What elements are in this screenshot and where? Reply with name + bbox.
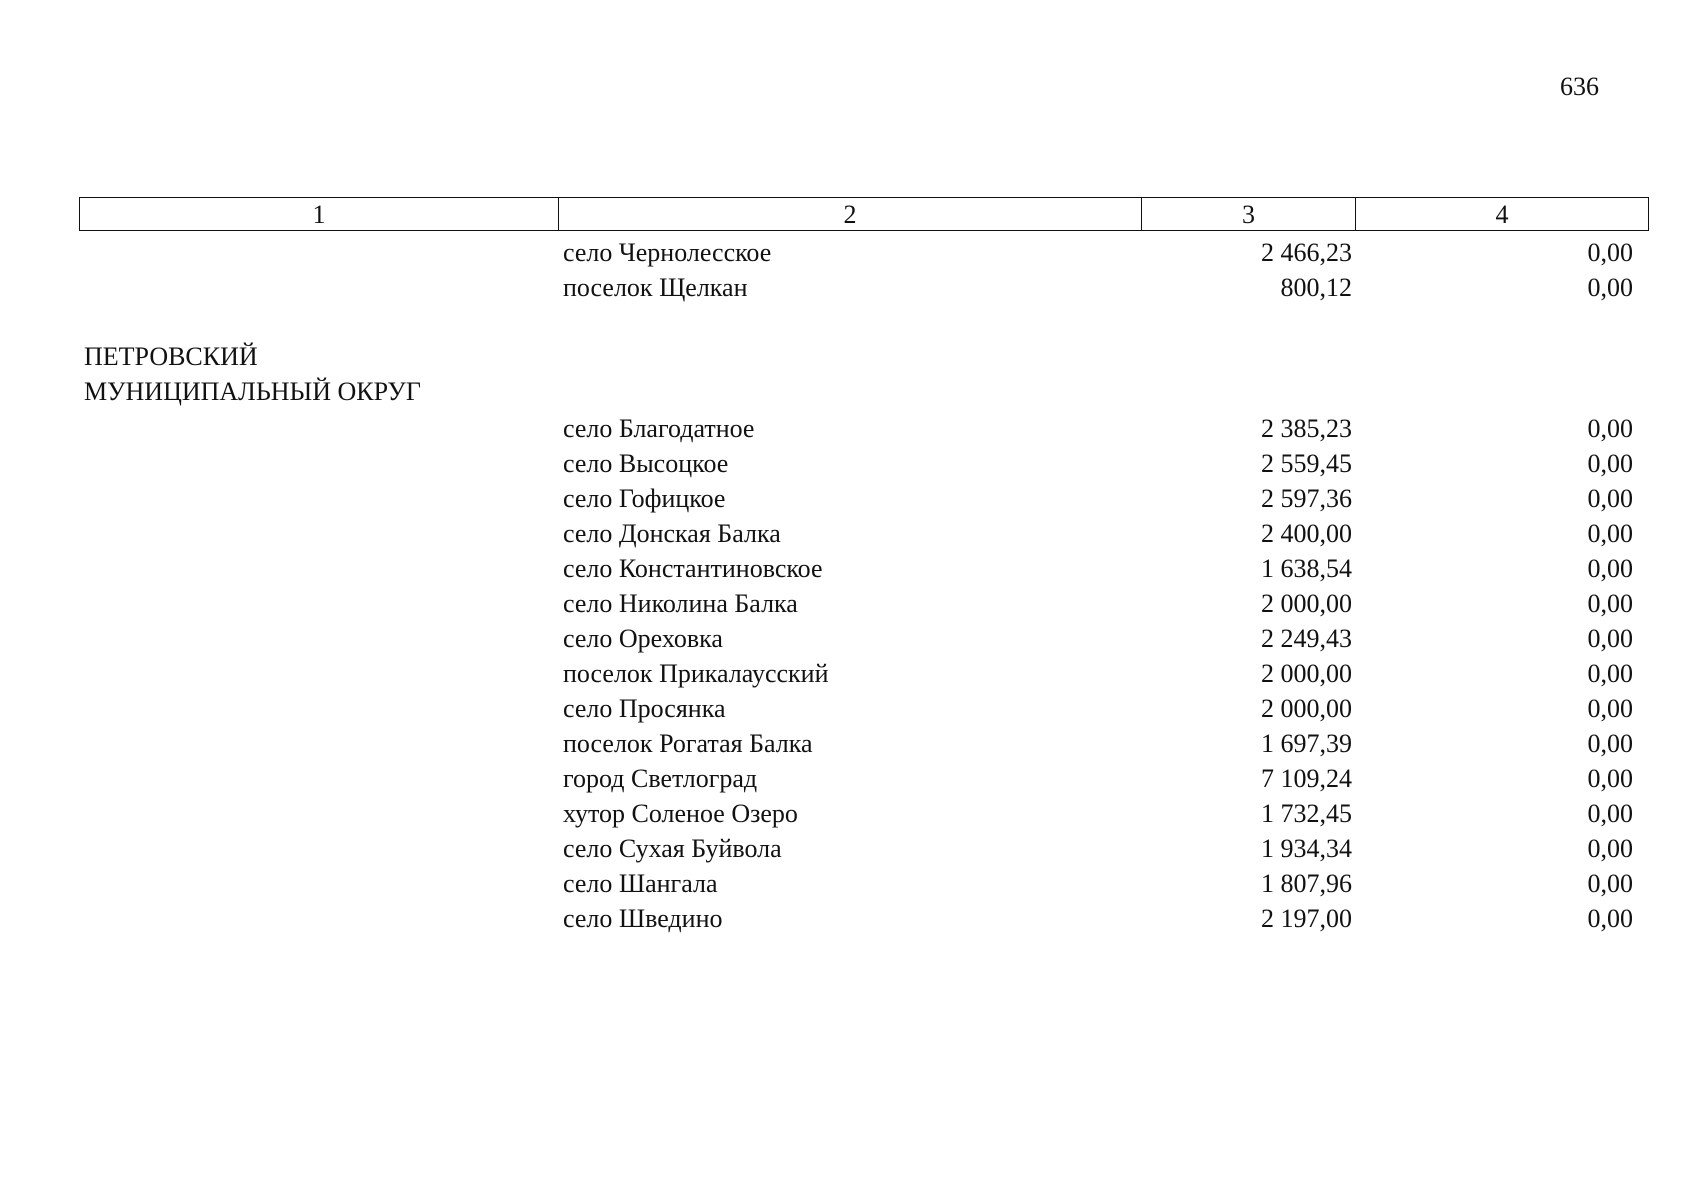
row-value-col3: 2 597,36: [1261, 484, 1352, 513]
table-row: [79, 761, 1649, 796]
row-name: поселок Прикалаусский: [563, 659, 829, 688]
row-name: город Светлоград: [563, 764, 758, 793]
row-value-col3: 2 559,45: [1261, 449, 1352, 478]
table-row: [79, 691, 1649, 726]
row-value-col3: 7 109,24: [1261, 764, 1352, 793]
section-title-line-1: ПЕТРОВСКИЙ: [84, 342, 258, 371]
row-name: село Николина Балка: [563, 589, 798, 618]
row-name: село Высоцкое: [563, 449, 729, 478]
table-row: [79, 726, 1649, 761]
row-value-col3: 2 466,23: [1261, 238, 1352, 267]
page-number: 636: [1560, 72, 1599, 101]
row-name: хутор Соленое Озеро: [563, 799, 798, 828]
row-value-col3: 2 000,00: [1261, 589, 1352, 618]
row-value-col4: 0,00: [1587, 484, 1633, 513]
row-value-col4: 0,00: [1587, 449, 1633, 478]
row-value-col3: 1 638,54: [1261, 554, 1352, 583]
row-name: поселок Рогатая Балка: [563, 729, 813, 758]
row-name: село Шведино: [563, 904, 723, 933]
row-value-col4: 0,00: [1587, 414, 1633, 443]
table-row: [79, 586, 1649, 621]
table-row: [79, 866, 1649, 901]
row-name: село Благодатное: [563, 414, 755, 443]
table-row: [79, 270, 1649, 305]
row-value-col4: 0,00: [1587, 238, 1633, 267]
row-value-col3: 1 732,45: [1261, 799, 1352, 828]
row-name: село Гофицкое: [563, 484, 726, 513]
table-row: [79, 516, 1649, 551]
row-name: село Шангала: [563, 869, 718, 898]
table-row: [79, 621, 1649, 656]
table-row: [79, 481, 1649, 516]
header-col-2: 2: [559, 198, 1142, 230]
header-col-4: 4: [1495, 200, 1509, 229]
table-header: [79, 197, 1649, 231]
row-value-col3: 2 249,43: [1261, 624, 1352, 653]
row-name: село Константиновское: [563, 554, 823, 583]
row-name: село Чернолесское: [563, 238, 772, 267]
row-value-col4: 0,00: [1587, 519, 1633, 548]
row-value-col3: 2 197,00: [1261, 904, 1352, 933]
row-value-col4: 0,00: [1587, 799, 1633, 828]
row-value-col3: 2 000,00: [1261, 694, 1352, 723]
row-value-col4: 0,00: [1587, 834, 1633, 863]
row-value-col4: 0,00: [1587, 904, 1633, 933]
row-value-col3: 2 000,00: [1261, 659, 1352, 688]
row-value-col3: 1 807,96: [1261, 869, 1352, 898]
table-row: [79, 831, 1649, 866]
row-value-col3: 2 400,00: [1261, 519, 1352, 548]
section-title-line-2: МУНИЦИПАЛЬНЫЙ ОКРУГ: [84, 377, 421, 406]
row-value-col4: 0,00: [1587, 869, 1633, 898]
table-row: [79, 796, 1649, 831]
row-value-col3: 2 385,23: [1261, 414, 1352, 443]
row-value-col4: 0,00: [1587, 273, 1633, 302]
row-value-col4: 0,00: [1587, 729, 1633, 758]
row-value-col3: 800,12: [1280, 273, 1352, 302]
row-value-col3: 1 934,34: [1261, 834, 1352, 863]
header-col-3: 3: [1142, 198, 1356, 230]
table-row: [79, 446, 1649, 481]
table-row: [79, 235, 1649, 270]
row-name: село Ореховка: [563, 624, 723, 653]
row-value-col4: 0,00: [1587, 694, 1633, 723]
table-row: [79, 411, 1649, 446]
row-value-col4: 0,00: [1587, 764, 1633, 793]
row-value-col3: 1 697,39: [1261, 729, 1352, 758]
table-row: [79, 656, 1649, 691]
row-name: поселок Щелкан: [563, 273, 748, 302]
row-name: село Просянка: [563, 694, 726, 723]
table-row: [79, 901, 1649, 936]
row-value-col4: 0,00: [1587, 554, 1633, 583]
row-value-col4: 0,00: [1587, 659, 1633, 688]
row-name: село Донская Балка: [563, 519, 781, 548]
row-value-col4: 0,00: [1587, 589, 1633, 618]
row-name: село Сухая Буйвола: [563, 834, 782, 863]
row-value-col4: 0,00: [1587, 624, 1633, 653]
header-col-1: 1: [80, 198, 559, 230]
table-row: [79, 551, 1649, 586]
